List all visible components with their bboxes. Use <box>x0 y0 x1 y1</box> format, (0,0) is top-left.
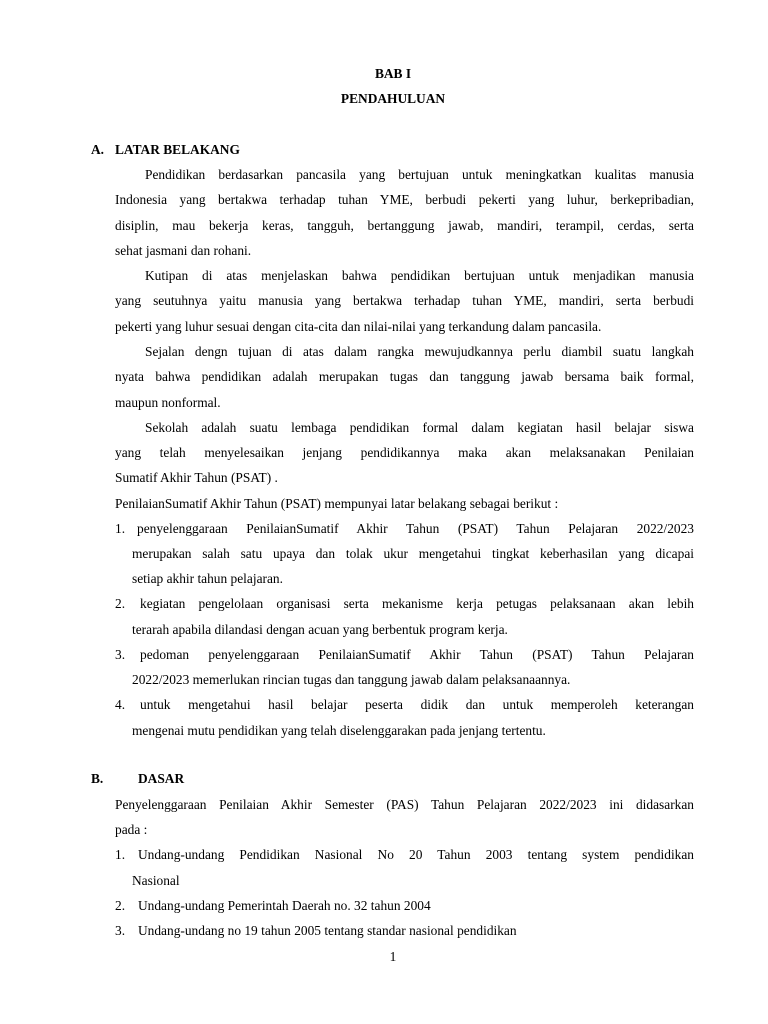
section-b-marker: B. <box>91 771 104 786</box>
text-line: Sekolah adalah suatu lembaga pendidikan formal dalam kegiatan hasil belajar siswa <box>145 420 694 435</box>
text-line: merupakan salah satu upaya dan tolak ukur mengetahui tingkat keberhasilan yang dicapai <box>132 546 694 561</box>
list-number: 2. <box>115 596 126 611</box>
text-line: Pendidikan berdasarkan pancasila yang bertujuan untuk meningkatkan kualitas manusia <box>145 167 694 182</box>
text-line: yang seutuhnya yaitu manusia yang bertakwa terhadap tuhan YME, mandiri, serta berbudi <box>115 293 694 308</box>
text-line: Sumatif Akhir Tahun (PSAT) . <box>115 470 278 485</box>
text-line: Kutipan di atas menjelaskan bahwa pendidikan bertujuan untuk menjadikan manusia <box>145 268 694 283</box>
text-line: Penyelenggaraan Penilaian Akhir Semester (PAS) Tahun Pelajaran 2022/2023 ini didasarkan <box>115 797 694 812</box>
list-number: 4. <box>115 697 126 712</box>
list-intro: PenilaianSumatif Akhir Tahun (PSAT) mempunyai latar belakang sebagai berikut : <box>115 496 559 511</box>
text-line: untuk mengetahui hasil belajar peserta didik dan untuk memperoleh keterangan <box>140 697 694 712</box>
list-number: 1. <box>115 847 126 862</box>
text-line: Undang-undang Pemerintah Daerah no. 32 tahun 2004 <box>138 898 431 913</box>
page-number: 1 <box>389 949 397 964</box>
section-a-marker: A. <box>91 142 105 157</box>
text-line: Sejalan dengn tujuan di atas dalam rangka mewujudkannya perlu diambil suatu langkah <box>145 344 694 359</box>
text-line: maupun nonformal. <box>115 395 221 410</box>
text-line: Undang-undang Pendidikan Nasional No 20 Tahun 2003 tentang system pendidikan <box>138 847 694 862</box>
chapter-label: BAB I <box>374 66 412 81</box>
section-a-heading: LATAR BELAKANG <box>115 142 240 157</box>
text-line: yang telah menyelesaikan jenjang pendidikannya maka akan melaksanakan Penilaian <box>115 445 694 460</box>
text-line: penyelenggaraan PenilaianSumatif Akhir Tahun (PSAT) Tahun Pelajaran 2022/2023 <box>137 521 694 536</box>
text-line: Indonesia yang bertakwa terhadap tuhan YME, berbudi pekerti yang luhur, berkepribadian, <box>115 192 694 207</box>
text-line: Nasional <box>132 873 180 888</box>
text-line: pekerti yang luhur sesuai dengan cita-cita dan nilai-nilai yang terkandung dalam pancasila. <box>115 319 602 334</box>
section-b-heading: DASAR <box>138 771 185 786</box>
text-line: sehat jasmani dan rohani. <box>115 243 252 258</box>
list-number: 2. <box>115 898 126 913</box>
text-line: pedoman penyelenggaraan PenilaianSumatif Akhir Tahun (PSAT) Tahun Pelajaran <box>140 647 694 662</box>
text-line: pada : <box>115 822 148 837</box>
list-number: 3. <box>115 647 126 662</box>
list-number: 3. <box>115 923 126 938</box>
text-line: Undang-undang no 19 tahun 2005 tentang standar nasional pendidikan <box>138 923 517 938</box>
chapter-title: PENDAHULUAN <box>340 91 446 106</box>
text-line: setiap akhir tahun pelajaran. <box>132 571 283 586</box>
text-line: 2022/2023 memerlukan rincian tugas dan tanggung jawab dalam pelaksanaannya. <box>132 672 571 687</box>
text-line: terarah apabila dilandasi dengan acuan yang berbentuk program kerja. <box>132 622 508 637</box>
list-number: 1. <box>115 521 126 536</box>
text-line: disiplin, mau bekerja keras, tangguh, bertanggung jawab, mandiri, terampil, cerdas, serta <box>115 218 694 233</box>
text-line: nyata bahwa pendidikan adalah merupakan tugas dan tanggung jawab bersama baik formal, <box>115 369 694 384</box>
text-line: mengenai mutu pendidikan yang telah diselenggarakan pada jenjang tertentu. <box>132 723 546 738</box>
text-line: kegiatan pengelolaan organisasi serta mekanisme kerja petugas pelaksanaan akan lebih <box>140 596 694 611</box>
